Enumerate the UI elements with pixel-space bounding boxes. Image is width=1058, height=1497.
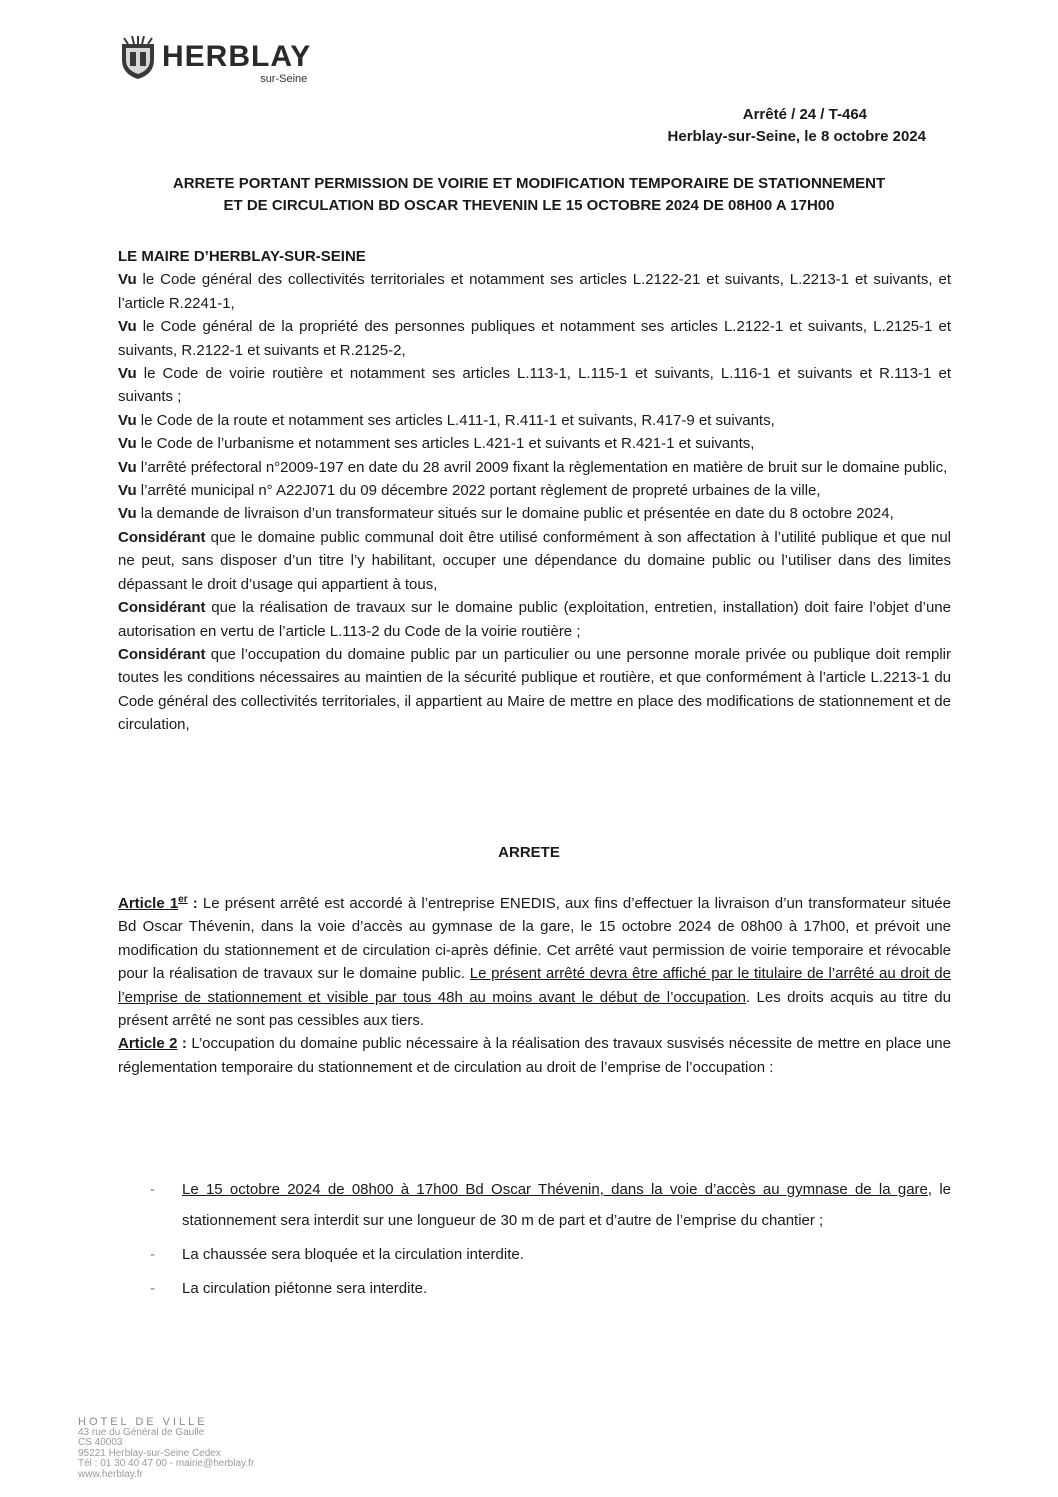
document-reference-block — [668, 104, 926, 148]
article-1-text-end: . Les droits acquis au titre du présent arrêté ne sont pas cessibles aux tiers. — [118, 988, 951, 1030]
document-title — [100, 173, 958, 217]
reference-number: Arrêté / 24 / T-464 — [742, 106, 867, 123]
preamble — [118, 245, 951, 737]
footer-line: www.herblay.fr — [78, 1468, 143, 1480]
mayor-heading: LE MAIRE D’HERBLAY-SUR-SEINE — [118, 248, 366, 265]
articles — [118, 888, 951, 1079]
preamble-keyword: Vu — [118, 435, 137, 453]
footer-line: 95221 Herblay-sur-Seine Cedex — [78, 1447, 221, 1459]
preamble-text: le Code général de la propriété des personnes publiques et notamment ses articles L.2122-1 et suivants, L.2125-1 et suivants, R.2122-1 et suivants et R.2125-2, — [118, 318, 951, 359]
list-item: - La circulation piétonne sera interdite. — [148, 1273, 951, 1304]
preamble-text: le Code de l’urbanisme et notamment ses articles L.421-1 et suivants et R.421-1 et suivants, — [136, 435, 755, 453]
preamble-keyword: Considérant — [118, 599, 206, 617]
footer-line: 43 rue du Général de Gaulle — [78, 1426, 205, 1438]
preamble-text: le Code général des collectivités territoriales et notamment ses articles L.2122-21 et suivants, L.2213-1 et suivants, et l’article R.2241-1, — [118, 271, 951, 312]
logo-subtitle: sur-Seine — [260, 73, 308, 85]
preamble-keyword: Vu — [118, 482, 137, 500]
list-item: - La chaussée sera bloquée et la circulation interdite. — [148, 1239, 951, 1270]
dash-icon: - — [150, 1246, 155, 1263]
preamble-keyword: Vu — [118, 271, 137, 289]
preamble-text: que le domaine public communal doit être utilisé conformément à son affectation à l’utilité publique et que nul ne peut, sans disposer d’un titre l’y habilitant, occuper une dépendance du domaine public ou l’utiliser dans des limites dépassant le droit d’usage qui appartient à tous, — [118, 528, 951, 593]
preamble-text: le Code de la route et notamment ses articles L.411-1, R.411-1 et suivants, R.417-9 et suivants, — [136, 411, 775, 429]
preamble-text: le Code de voirie routière et notamment ses articles L.113-1, L.115-1 et suivants, L.116-1 et suivants et R.113-1 et suivants ; — [118, 365, 951, 406]
preamble-item — [118, 315, 951, 362]
article-1-display-notice: Le présent arrêté devra être affiché par le titulaire de l’arrêté au droit de l’emprise de stationnement et visible par tous 48h au moins avant le début de l’occupation — [118, 965, 951, 1006]
preamble-text: l’arrêté municipal n° A22J071 du 09 décembre 2022 portant règlement de propreté urbaines de la ville, — [136, 482, 821, 500]
logo-name: HERBLAY — [162, 40, 312, 73]
preamble-keyword: Vu — [118, 411, 137, 429]
footer-title: HOTEL DE VILLE — [78, 1416, 208, 1428]
article-2-label: Article 2 : — [118, 1035, 187, 1053]
article-2-text: L’occupation du domaine public nécessaire à la réalisation des travaux susvisés nécessite de mettre en place une réglementation temporaire du stationnement et de circulation au droit de l’emprise de l’occupation : — [118, 1035, 951, 1076]
preamble-item — [118, 268, 951, 315]
preamble-item — [118, 456, 951, 479]
measures-list — [148, 1174, 951, 1307]
herblay-logo — [118, 36, 312, 85]
article-2 — [118, 1032, 951, 1079]
article-1 — [118, 888, 951, 1032]
preamble-text: que l’occupation du domaine public par un particulier ou une personne morale privée ou publique doit remplir toutes les conditions nécessaires au maintien de la sécurité publique et routière, et que conformément à l’article L.2213-1 du Code général des collectivités territoriales, il appartient au Maire de mettre en place des modifications de stationnement et de circulation, — [118, 645, 951, 734]
footer-line: CS 40003 — [78, 1437, 123, 1449]
article-1-text: Le présent arrêté est accordé à l’entreprise ENEDIS, aux fins d’effectuer la livraison d’un transformateur située Bd Oscar Thévenin, dans la voie d’accès au gymnase de la gare, le 15 octobre 2024 de 08h00 à 17h00, et prévoit une modification du stationnement et de circulation ci-après définie. Cet arrêté vaut permission de voirie temporaire et révocable pour la réalisation de travaux sur le domaine public. — [118, 895, 951, 983]
title-line-1: ARRETE PORTANT PERMISSION DE VOIRIE ET MODIFICATION TEMPORAIRE DE STATIONNEMENT — [172, 175, 886, 192]
dash-icon: - — [150, 1181, 155, 1198]
coat-of-arms-icon — [118, 36, 158, 80]
preamble-keyword: Vu — [118, 505, 137, 523]
preamble-item — [118, 502, 951, 525]
preamble-item — [118, 479, 951, 502]
title-line-2: ET DE CIRCULATION BD OSCAR THEVENIN LE 15 OCTOBRE 2024 DE 08H00 A 17H00 — [223, 197, 835, 214]
dash-icon: - — [150, 1280, 155, 1297]
place-date: Herblay-sur-Seine, le 8 octobre 2024 — [667, 128, 926, 145]
preamble-item — [118, 596, 951, 643]
preamble-keyword: Vu — [118, 318, 137, 336]
arrete-heading: ARRETE — [498, 844, 560, 861]
preamble-keyword: Vu — [118, 365, 137, 383]
list-item: - Le 15 octobre 2024 de 08h00 à 17h00 Bd Oscar Thévenin, dans la voie d’accès au gymnase de la gare, le stationnement sera interdit sur une longueur de 30 m de part et d’autre de l’emprise du chantier ; — [148, 1174, 951, 1236]
footer-address — [78, 1417, 254, 1481]
preamble-keyword: Considérant — [118, 528, 206, 546]
preamble-item — [118, 643, 951, 737]
preamble-keyword: Vu — [118, 458, 137, 476]
preamble-text: la demande de livraison d’un transformateur situés sur le domaine public et présentée en date du 8 octobre 2024, — [136, 505, 894, 523]
preamble-text: que la réalisation de travaux sur le domaine public (exploitation, entretien, installation) doit faire l’objet d’une autorisation en vertu de l’article L.113-2 du Code de la voirie routière ; — [118, 599, 951, 640]
preamble-item — [118, 362, 951, 409]
preamble-text: l’arrêté préfectoral n°2009-197 en date du 28 avril 2009 fixant la règlementation en matière de bruit sur le domaine public, — [136, 458, 948, 476]
footer-line: Tél : 01 30 40 47 00 - mairie@herblay.fr — [78, 1458, 255, 1470]
preamble-item — [118, 409, 951, 432]
preamble-keyword: Considérant — [118, 645, 206, 663]
preamble-item — [118, 432, 951, 455]
article-1-label: Article 1er : — [118, 894, 198, 912]
preamble-item — [118, 526, 951, 596]
